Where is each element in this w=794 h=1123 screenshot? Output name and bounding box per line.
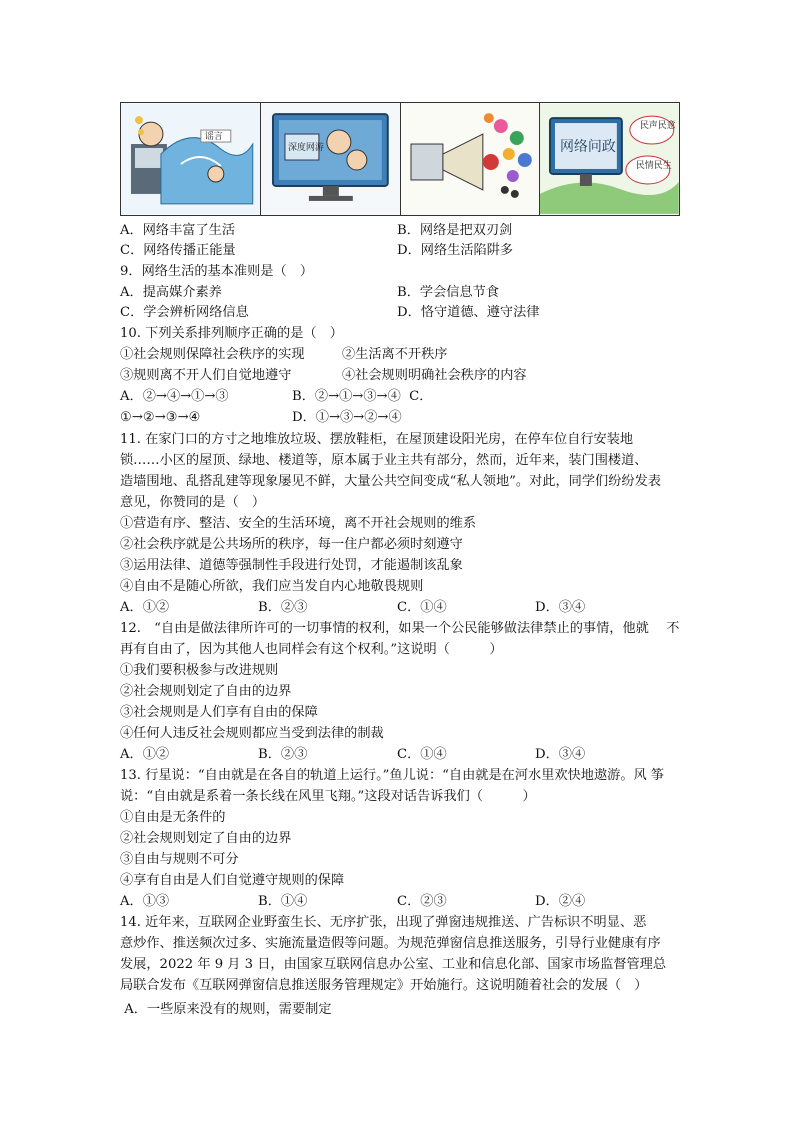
q11-item-4: ④自由不是随心所欲，我们应当发自内心地敬畏规则 (120, 579, 424, 594)
megaphone-illustration (401, 103, 540, 215)
online-game-illustration (261, 103, 400, 215)
q13-option-b: B．①④ (258, 894, 308, 909)
q10-item-2: ②生活离不开秩序 (342, 347, 448, 362)
q13-item-2: ②社会规则划定了自由的边界 (120, 831, 292, 846)
q12-option-d: D．③④ (535, 747, 586, 762)
q14-option-a: A．一些原来没有的规则，需要制定 (120, 1002, 332, 1017)
q9-option-a: A．提高媒介素养 (120, 285, 222, 300)
q13-option-d: D．②④ (535, 894, 586, 909)
q13-option-a: A．①③ (120, 894, 170, 909)
q12-item-1: ①我们要积极参与改进规则 (120, 663, 279, 678)
q11-item-2: ②社会秩序就是公共场所的秩序，每一住户都必须时刻遵守 (120, 537, 463, 552)
q9-option-b: B．学会信息节食 (397, 285, 500, 300)
q10-option-c: ①→②→③→④ (120, 410, 201, 425)
q11-option-a: A．①② (120, 600, 170, 615)
cartoon-online-politics (540, 103, 679, 215)
q12-option-b: B．②③ (258, 747, 308, 762)
panel-label-rumor: 谣言 (204, 132, 223, 143)
q13-item-1: ①自由是无条件的 (120, 810, 226, 825)
q11-option-b: B．②③ (258, 600, 308, 615)
q8-option-c: C．网络传播正能量 (120, 243, 236, 258)
q8-option-d: D．网络生活陷阱多 (397, 243, 514, 258)
q14-stem-line-2: 意炒作、推送频次过多、实施流量造假等问题。为规范弹窗信息推送服务，引导行业健康有序 (120, 936, 661, 951)
q12-option-a: A．①② (120, 747, 170, 762)
q8-option-b: B．网络是把双刃剑 (397, 223, 513, 238)
q14-stem-line-1: 14. 近年来，互联网企业野蛮生长、无序扩张，出现了弹窗违规推送、广告标识不明显、恶 (120, 915, 647, 930)
q11-item-3: ③运用法律、道德等强制性手段进行处罚，才能遏制该乱象 (120, 558, 463, 573)
q10-item-3: ③规则离不开人们自觉地遵守 (120, 368, 292, 383)
cartoon-megaphone (401, 103, 541, 215)
q9-option-c: C．学会辨析网络信息 (120, 305, 249, 320)
q9-stem: 9．网络生活的基本准则是（ ） (120, 264, 314, 279)
q12-item-3: ③社会规则是人们享有自由的保障 (120, 705, 318, 720)
panel-label-livelihood: 民情民生 (636, 160, 672, 171)
q10-item-4: ④社会规则明确社会秩序的内容 (342, 368, 527, 383)
panel-label-politics: 网络问政 (560, 139, 617, 156)
q9-option-d: D．恪守道德、遵守法律 (397, 305, 540, 320)
q10-stem: 10. 下列关系排列顺序正确的是（ ） (120, 326, 343, 341)
q11-item-1: ①营造有序、整洁、安全的生活环境，离不开社会规则的维系 (120, 516, 477, 531)
q13-option-c: C．②③ (397, 894, 447, 909)
cartoon-online-game (261, 103, 401, 215)
q8-option-a: A．网络丰富了生活 (120, 223, 236, 238)
q13-item-3: ③自由与规则不可分 (120, 852, 239, 867)
q13-stem-line-2: 说：“自由就是系着一条长线在风里飞翔。”这段对话告诉我们（ ） (120, 789, 536, 804)
q10-option-a: A．②→④→①→③ (120, 389, 229, 404)
q12-option-c: C．①④ (397, 747, 447, 762)
q13-stem-line-1: 13. 行星说：“自由就是在各自的轨道上运行。”鱼儿说：“自由就是在河水里欢快地遨游。风 筝 (120, 768, 665, 783)
q12-stem-line-1: 12. “自由是做法律所许可的一切事情的权利，如果一个公民能够做法律禁止的事情，他就 不 (120, 621, 680, 636)
q12-item-4: ④任何人违反社会规则都应当受到法律的制裁 (120, 726, 384, 741)
q10-item-1: ①社会规则保障社会秩序的实现 (120, 347, 305, 362)
q14-stem-line-4: 局联合发布《互联网弹窗信息推送服务管理规定》开始施行。这说明随着社会的发展（ ） (120, 978, 648, 993)
q11-stem-line-3: 造墙围地、乱搭乱建等现象屡见不鲜，大量公共空间变成“私人领地”。对此，同学们纷纷发表 (120, 474, 661, 489)
panel-label-voice: 民声民意 (640, 121, 676, 132)
rumor-wave-illustration (121, 103, 260, 215)
cartoon-rumor-wave (121, 103, 261, 215)
q11-stem-line-2: 锁……小区的屋顶、绿地、楼道等，原本属于业主共有部分，然而，近年来，装门围楼道、 (120, 453, 648, 468)
q10-option-b: B．②→①→③→④ C． (292, 389, 433, 404)
q13-item-4: ④享有自由是人们自觉遵守规则的保障 (120, 873, 345, 888)
q14-stem-line-3: 发展，2022 年 9 月 3 日，由国家互联网信息办公室、工业和信息化部、国家市场监督管理总 (120, 957, 667, 972)
q11-stem-line-1: 11. 在家门口的方寸之地堆放垃圾、摆放鞋柜，在屋顶建设阳光房，在停车位自行安装地 (120, 432, 634, 447)
q11-option-d: D．③④ (535, 600, 586, 615)
online-politics-illustration (540, 103, 679, 215)
cartoon-strip (120, 102, 680, 216)
panel-label-game: 深度网游 (287, 143, 324, 154)
q10-option-d: D．①→③→②→④ (292, 410, 402, 425)
q12-item-2: ②社会规则划定了自由的边界 (120, 684, 292, 699)
q11-stem-line-4: 意见，你赞同的是（ ） (120, 495, 266, 510)
q11-option-c: C．①④ (397, 600, 447, 615)
q12-stem-line-2: 再有自由了，因为其他人也同样会有这个权利。”这说明（ ） (120, 642, 503, 657)
